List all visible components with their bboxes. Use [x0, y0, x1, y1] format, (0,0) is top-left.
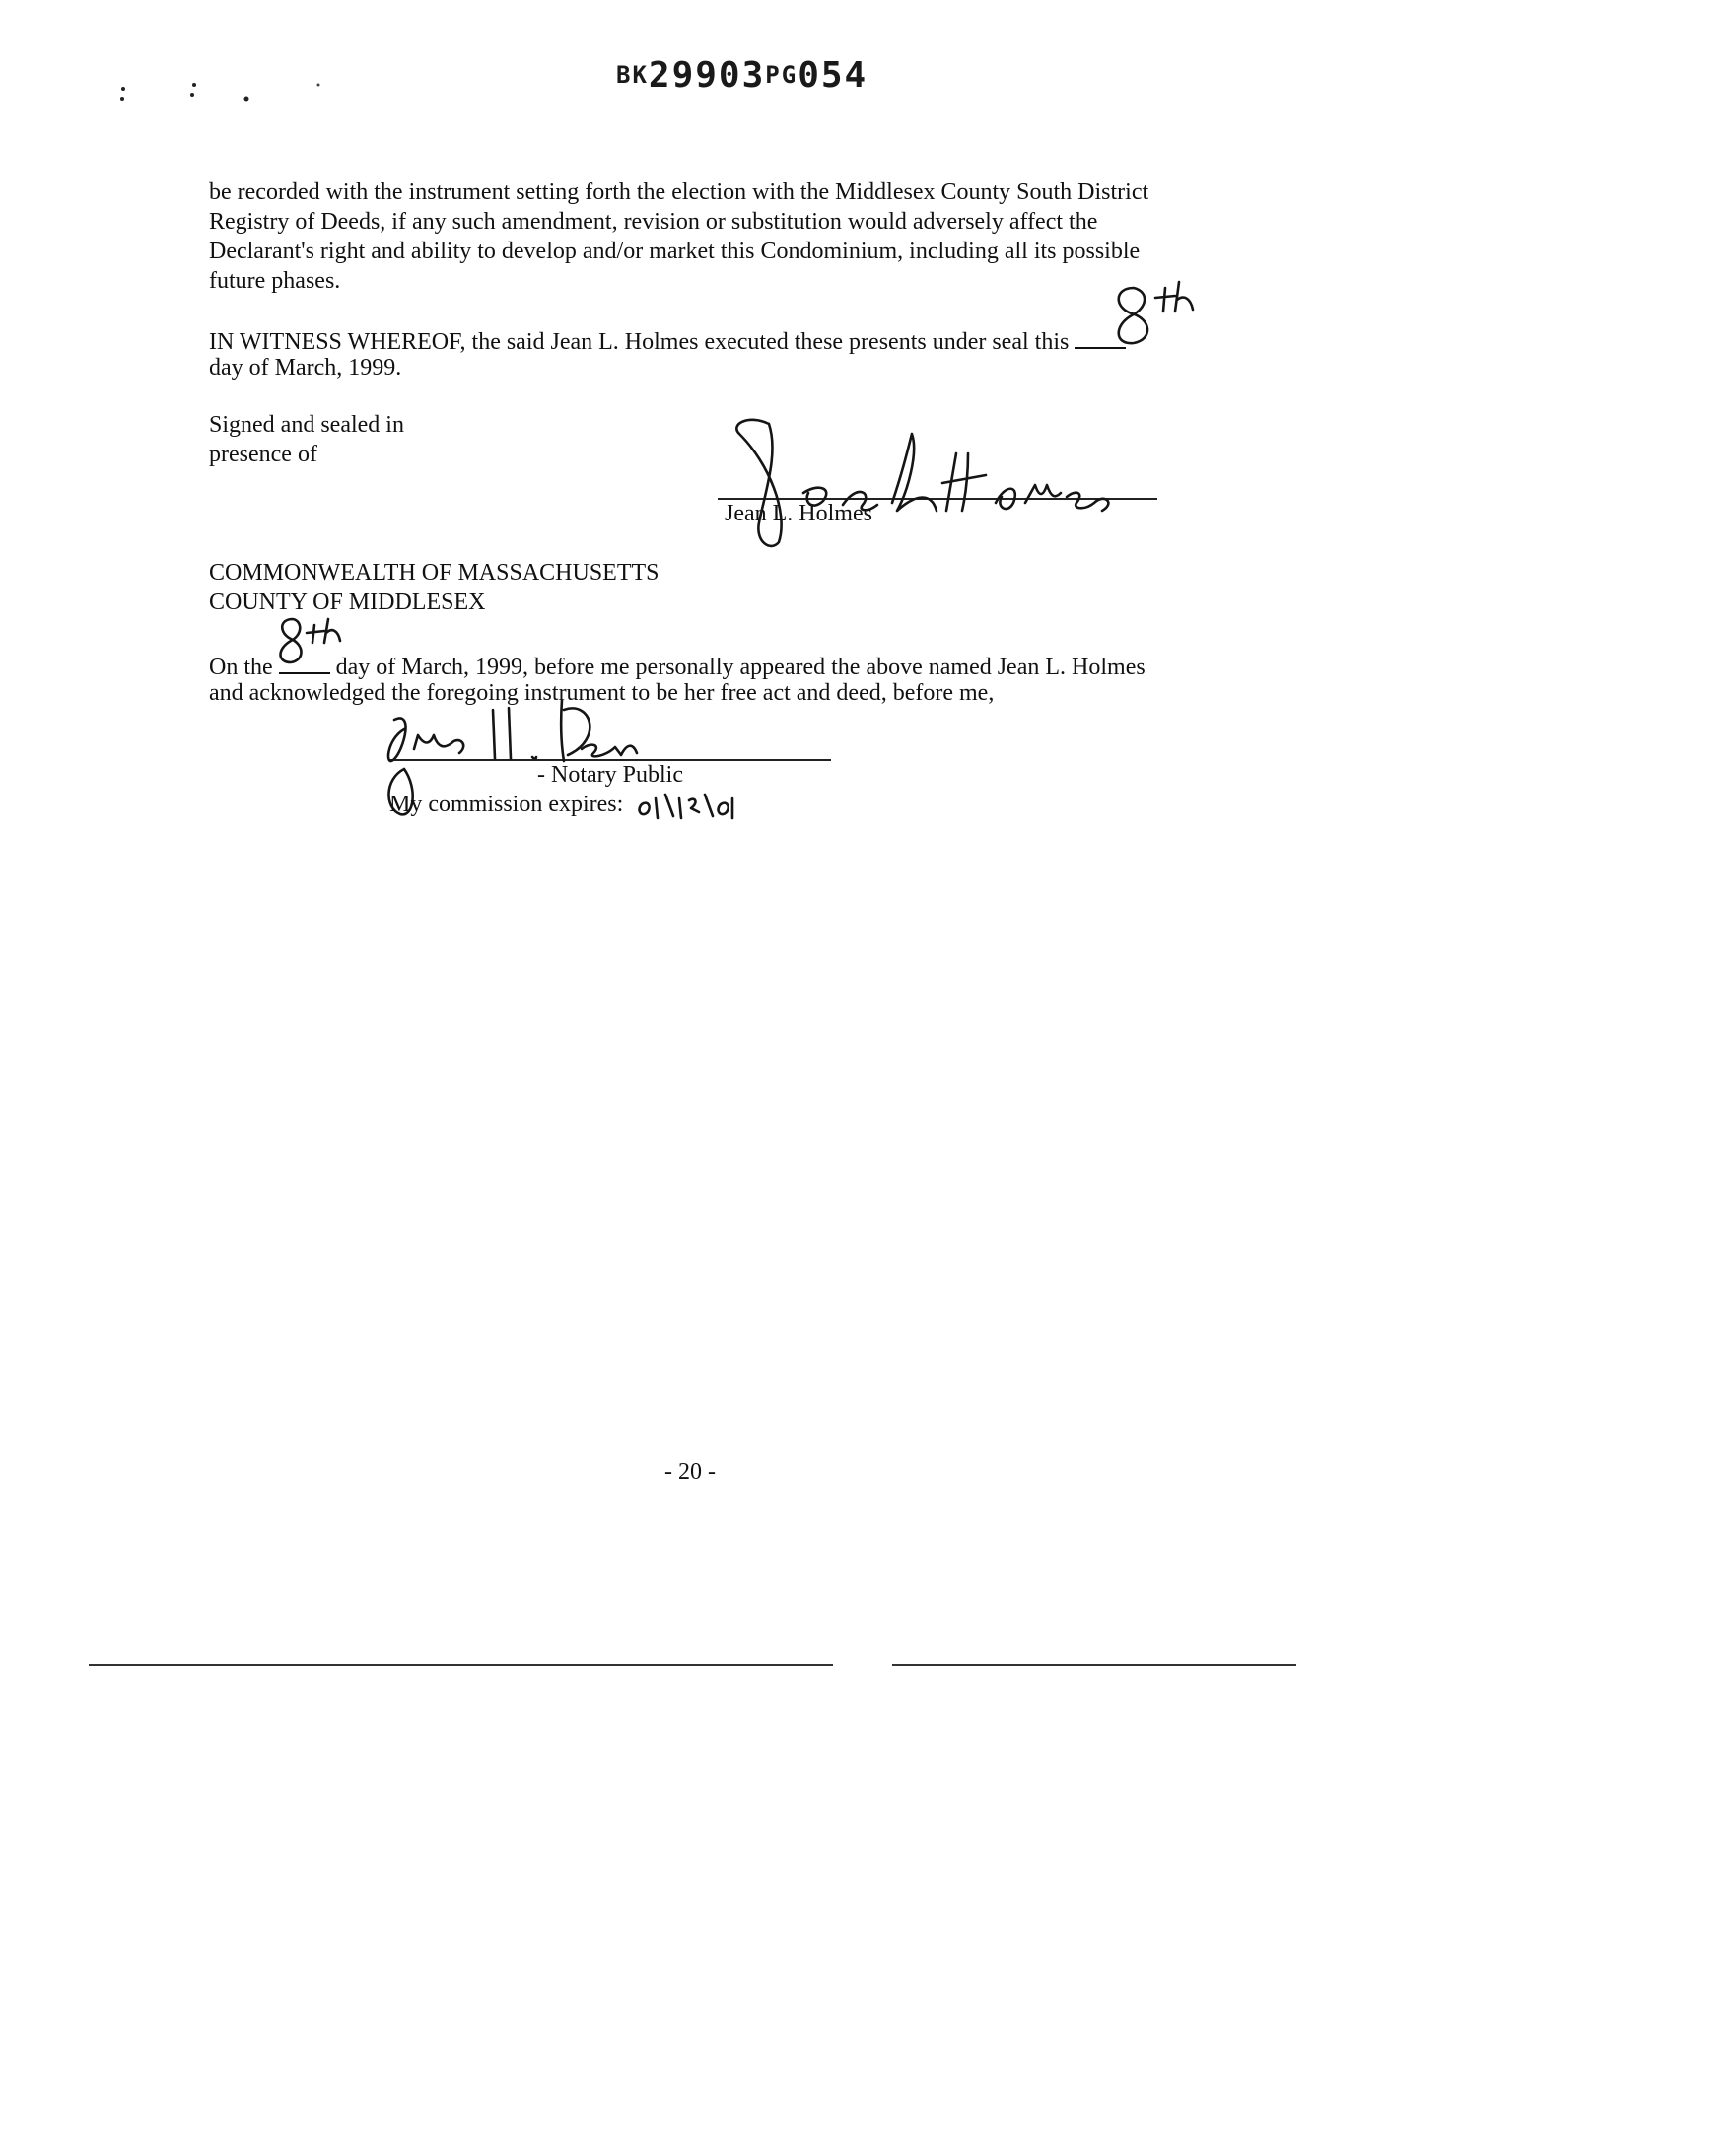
signed-sealed-line2: presence of [209, 442, 317, 467]
book-number: 29903 [648, 55, 766, 96]
page-number-stamp: 054 [798, 55, 868, 96]
scan-specks [113, 77, 340, 106]
commission-line [389, 792, 623, 818]
handwritten-8th-witness [1104, 278, 1213, 357]
witness-clause [209, 325, 1126, 356]
scan-rule-left [89, 1664, 833, 1666]
signature-image [710, 394, 1124, 552]
paragraph-line: be recorded with the instrument setting forth the election with the Middlesex County South District [209, 179, 1149, 205]
scan-rule-right [892, 1664, 1296, 1666]
commission-date-handwritten [636, 789, 734, 824]
acknowledgment-line2: and acknowledged the foregoing instrument to be her free act and deed, before me, [209, 680, 995, 706]
continued-paragraph [209, 177, 1175, 296]
recording-stamp [616, 55, 868, 96]
page-number: - 20 - [664, 1459, 716, 1485]
witness-date: day of March, 1999. [209, 355, 402, 381]
notary-label: - Notary Public [537, 762, 683, 788]
signatory-name: Jean L. Holmes [725, 501, 872, 526]
signed-sealed-line1: Signed and sealed in [209, 412, 404, 438]
commission-label: My commission expires: [389, 792, 624, 817]
book-prefix: BK [616, 61, 649, 89]
paragraph-line: Registry of Deeds, if any such amendment, revision or substitution would adversely affect the [209, 209, 1098, 235]
witness-text: IN WITNESS WHEREOF, the said Jean L. Holmes executed these presents under seal this [209, 329, 1070, 355]
page-prefix: PG [765, 61, 799, 89]
paragraph-line: Declarant's right and ability to develop and/or market this Condominium, including all its possible [209, 239, 1141, 264]
paragraph-line: future phases. [209, 268, 341, 294]
on-the-text: On the [209, 655, 273, 680]
appeared-text: day of March, 1999, before me personally appeared the above named Jean L. Holmes [335, 655, 1146, 680]
county-heading: COUNTY OF MIDDLESEX [209, 589, 486, 615]
handwritten-8th-ack [271, 613, 350, 672]
commonwealth-heading: COMMONWEALTH OF MASSACHUSETTS [209, 560, 660, 586]
